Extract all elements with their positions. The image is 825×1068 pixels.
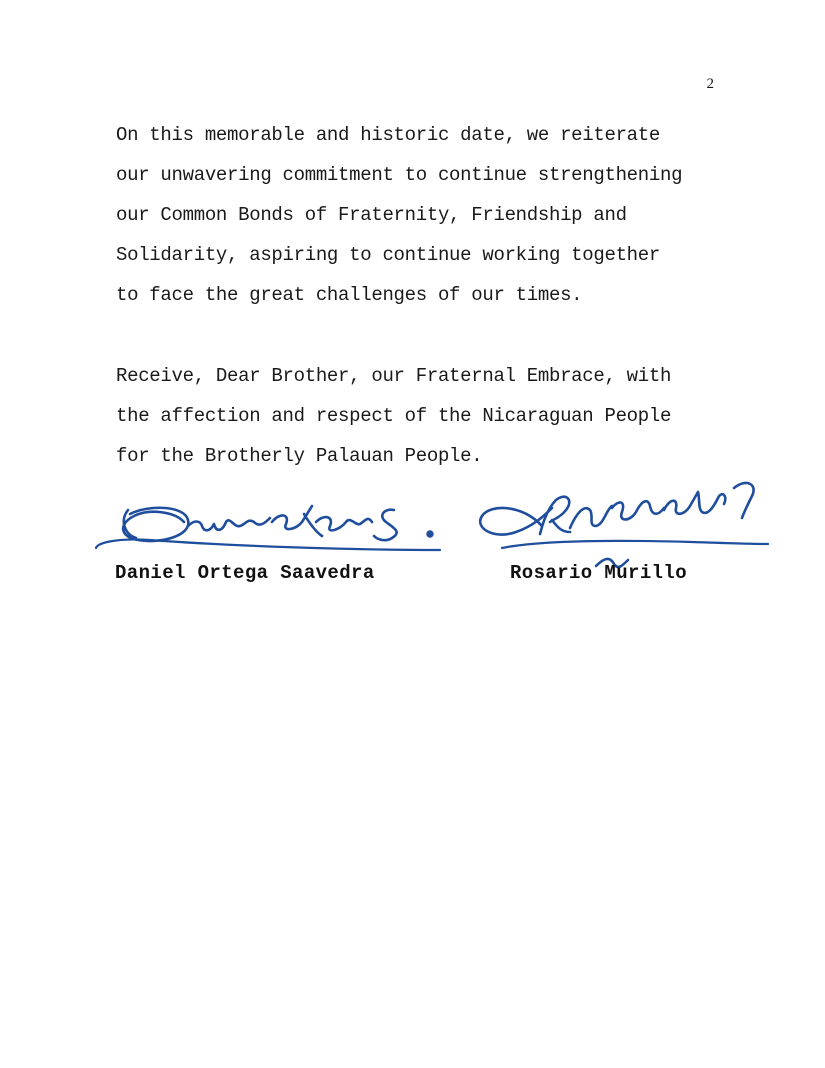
- paragraph-line: the affection and respect of the Nicaraguan People: [116, 405, 672, 427]
- signature-ortega: [90, 492, 450, 562]
- paragraph-line: for the Brotherly Palauan People.: [116, 445, 483, 467]
- paragraph-line: our Common Bonds of Fraternity, Friendship and: [116, 204, 627, 226]
- paragraph-line: Solidarity, aspiring to continue working together: [116, 244, 660, 266]
- body-paragraph-embrace: [116, 356, 716, 476]
- paragraph-line: our unwavering commitment to continue strengthening: [116, 164, 683, 186]
- page-number: 2: [706, 76, 714, 92]
- paragraph-line: On this memorable and historic date, we reiterate: [116, 124, 660, 146]
- paragraph-line: Receive, Dear Brother, our Fraternal Embrace, with: [116, 365, 672, 387]
- signer-name-murillo: Rosario Murillo: [510, 562, 688, 584]
- body-paragraph-commitment: [116, 115, 716, 315]
- paragraph-line: to face the great challenges of our times.: [116, 284, 583, 306]
- signer-name-ortega: Daniel Ortega Saavedra: [115, 562, 375, 584]
